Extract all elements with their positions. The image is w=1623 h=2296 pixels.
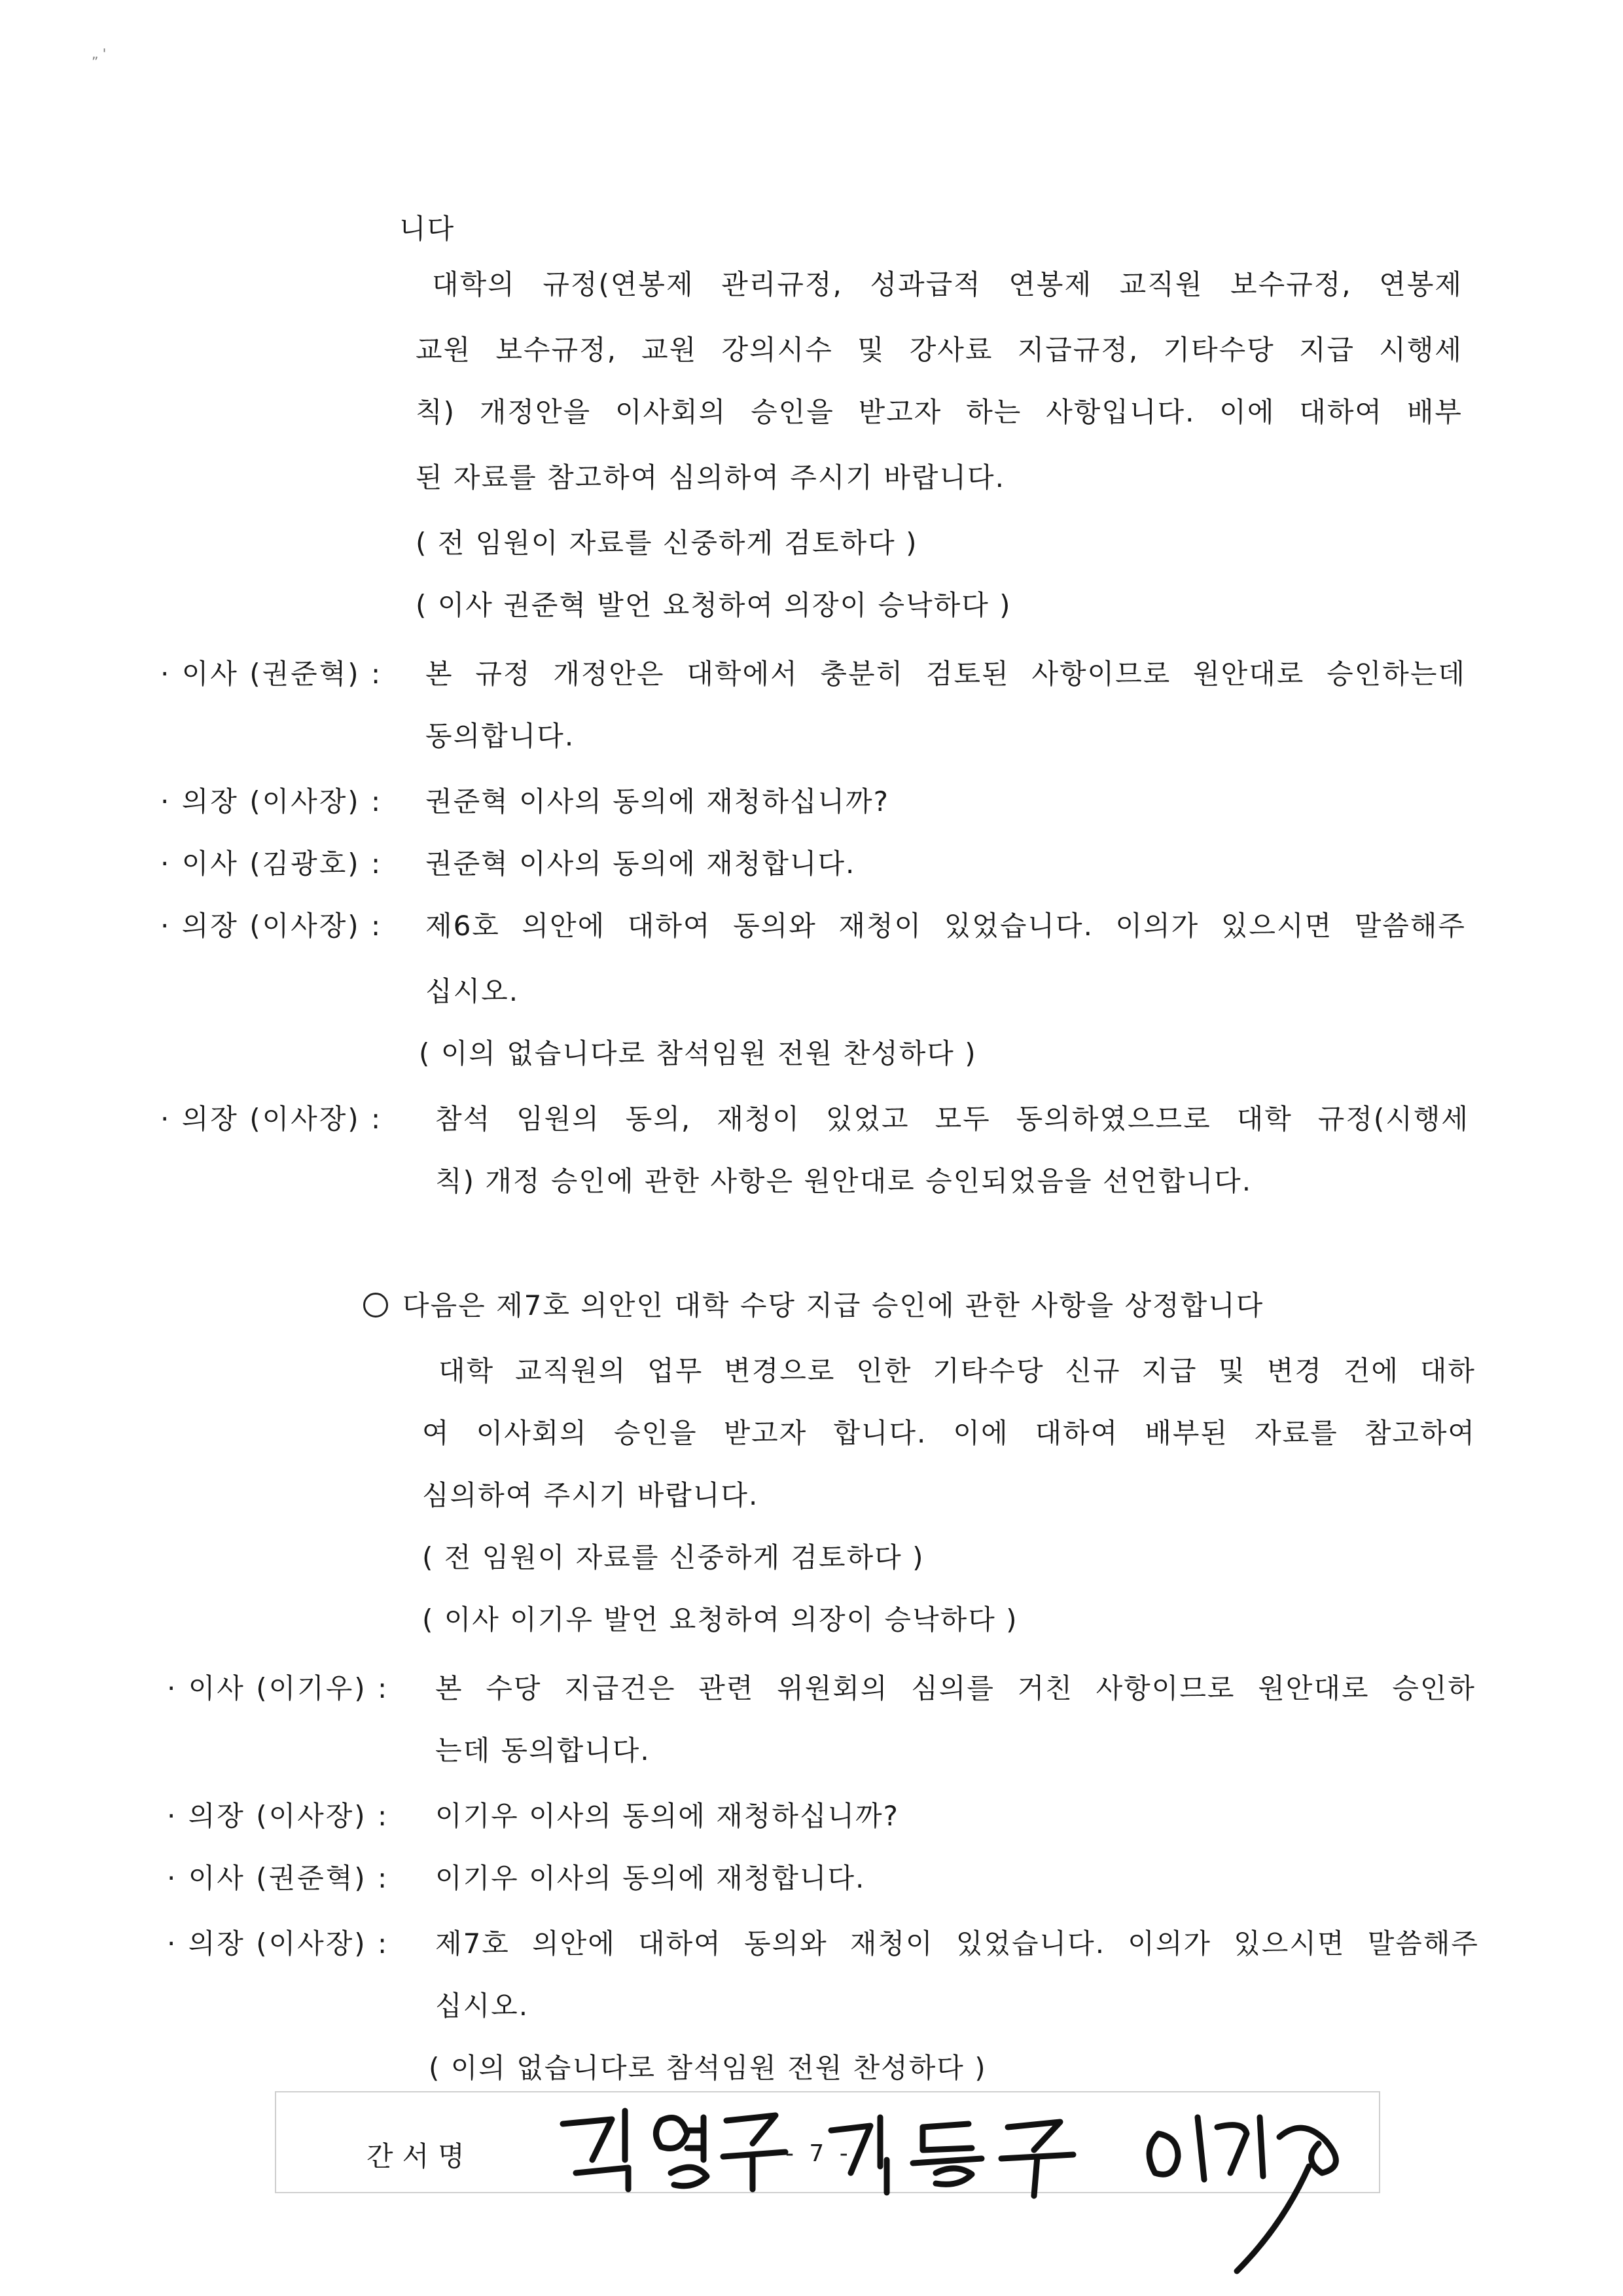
signature-lee-kiwoo [1149,2117,1336,2271]
speaker-label: · 의장 (이사장) : [160,785,383,817]
body-line: 대학의 규정(연봉제 관리규정, 성과급적 연봉제 교직원 보수규정, 연봉제 [432,268,1463,300]
speech-line: 제6호 의안에 대하여 동의와 재청이 있었습니다. 이의가 있으시면 말씀해주 [425,910,1466,942]
speech-line: 십시오. [435,1990,529,2022]
speech-line: 동의합니다. [425,720,575,752]
page-number: - 7 - [785,2140,852,2167]
speaker-label: · 이사 (권준혁) : [160,658,383,690]
body-line: 된 자료를 참고하여 심의하여 주시기 바랍니다. [416,461,1005,493]
speaker-label: · 이사 (이기우) : [167,1672,389,1704]
procedure-note: ( 이사 권준혁 발언 요청하여 의장이 승낙하다 ) [416,589,1012,621]
body-line: 대학 교직원의 업무 변경으로 인한 기타수당 신규 지급 및 변경 건에 대하 [438,1355,1476,1387]
speech-line: 참석 임원의 동의, 재청이 있었고 모두 동의하였으므로 대학 규정(시행세 [435,1103,1469,1135]
body-line: 여 이사회의 승인을 받고자 합니다. 이에 대하여 배부된 자료를 참고하여 [422,1417,1476,1449]
procedure-note: ( 전 임원이 자료를 신중하게 검토하다 ) [422,1541,925,1573]
speech-line: 이기우 이사의 동의에 재청합니다. [435,1862,866,1894]
procedure-note: ( 이사 이기우 발언 요청하여 의장이 승낙하다 ) [422,1604,1018,1636]
signature-kim-youngju [563,2111,785,2189]
speech-line: 본 규정 개정안은 대학에서 충분히 검토된 사항이므로 원안대로 승인하는데 [425,658,1466,690]
speech-line: 칙) 개정 승인에 관한 사항은 원안대로 승인되었음을 선언합니다. [435,1165,1253,1197]
agenda-heading-text: 다음은 제7호 의안인 대학 수당 지급 승인에 관한 사항을 상정합니다 [402,1289,1264,1321]
speaker-label: · 의장 (이사장) : [160,910,383,942]
scan-marks: „ ' [92,46,107,62]
body-line: 심의하여 주시기 바랍니다. [422,1479,759,1511]
speech-line: 본 수당 지급건은 관련 위원회의 심의를 거친 사항이므로 원안대로 승인하 [435,1672,1476,1704]
signature-label: 간서명 [366,2140,474,2172]
speech-line: 이기우 이사의 동의에 재청하십니까? [435,1800,899,1832]
continued-text: 니다 [399,213,455,245]
speech-line: 는데 동의합니다. [435,1734,651,1767]
speaker-label: · 이사 (김광호) : [160,848,383,880]
procedure-note: ( 전 임원이 자료를 신중하게 검토하다 ) [416,527,918,559]
signature-kim-dongju [831,2117,1073,2196]
procedure-note: ( 이의 없습니다로 참석임원 전원 찬성하다 ) [429,2052,987,2084]
body-line: 칙) 개정안을 이사회의 승인을 받고자 하는 사항입니다. 이에 대하여 배부 [416,396,1463,428]
speech-line: 십시오. [425,975,520,1007]
speaker-label: · 의장 (이사장) : [160,1103,383,1135]
speech-line: 권준혁 이사의 동의에 재청합니다. [425,848,856,880]
speech-line: 제7호 의안에 대하여 동의와 재청이 있었습니다. 이의가 있으시면 말씀해주 [435,1928,1479,1960]
body-line: 교원 보수규정, 교원 강의시수 및 강사료 지급규정, 기타수당 지급 시행세 [416,334,1463,366]
speaker-label: · 이사 (권준혁) : [167,1862,389,1894]
speaker-label: · 의장 (이사장) : [167,1928,389,1960]
procedure-note: ( 이의 없습니다로 참석임원 전원 찬성하다 ) [419,1037,977,1069]
speech-line: 권준혁 이사의 동의에 재청하십니까? [425,785,889,817]
speaker-label: · 의장 (이사장) : [167,1800,389,1832]
